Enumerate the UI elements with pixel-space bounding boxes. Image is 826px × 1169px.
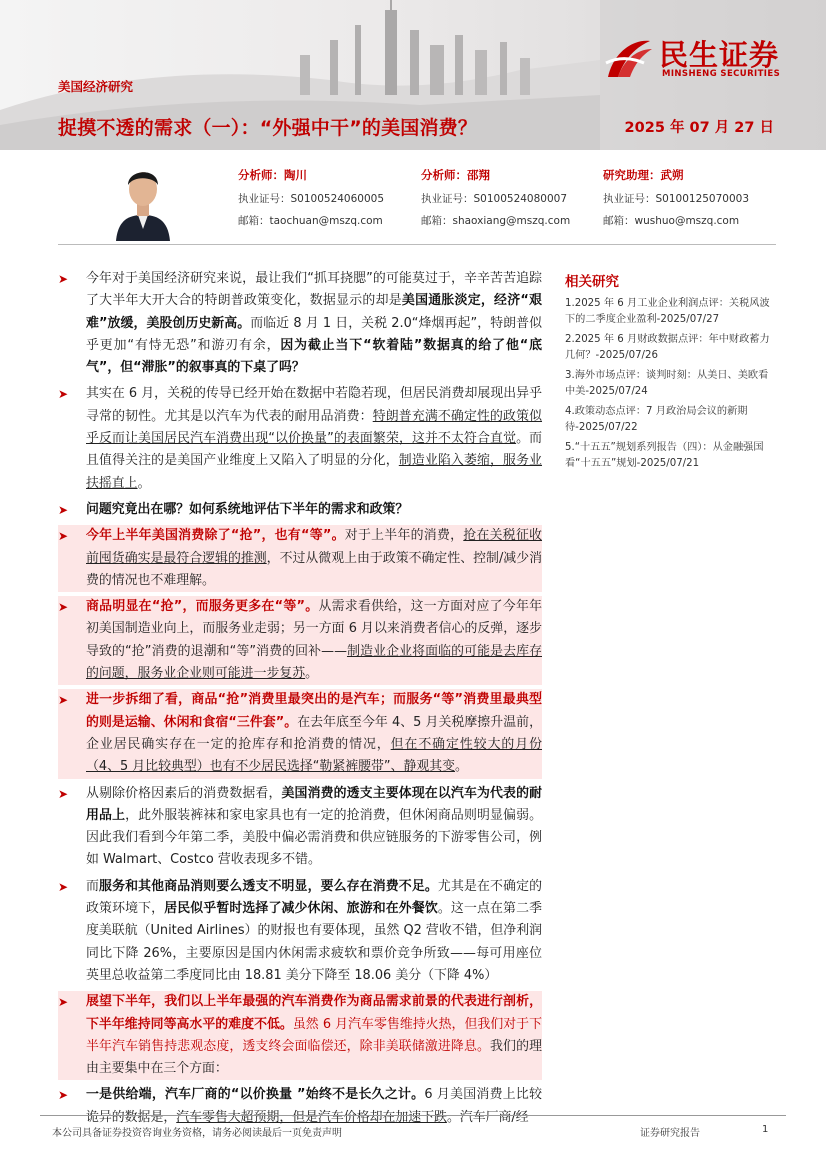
header-banner <box>0 0 826 150</box>
report-body <box>58 268 542 1133</box>
paragraph-9: ➤ 展望下半年，我们以上半年最强的汽车消费作为商品需求前景的代表进行剖析，下半年维持同等高水平的难度不低。虽然 6 月汽车零售维持火热，但我们对于下半年汽车销售持悲观态度，透支终会面临偿还，除非美联储激进降息。我们的理由主要集中在三个方面： <box>58 991 542 1080</box>
analyst-name: 研究助理：武朔 <box>603 168 684 182</box>
analyst-photo <box>110 157 176 241</box>
report-date: 2025 年 07 月 27 日 <box>624 120 774 136</box>
analyst-1 <box>238 167 384 235</box>
arrow-bullet-icon: ➤ <box>58 529 69 544</box>
report-series: 美国经济研究 <box>58 79 134 94</box>
paragraph-7: ➤ 从剔除价格因素后的消费数据看，美国消费的透支主要体现在以汽车为代表的耐用品上，此外服装裤袜和家电家具也有一定的抢消费，但休闲商品则明显偏弱。因此我们看到今年第二季，美股中偏必需消费和供应链服务的下游零售公司，例如 Walmart、Costco 营收表现多不错。 <box>58 783 542 872</box>
paragraph-1: ➤ 今年对于美国经济研究来说，最让我们“抓耳挠腮”的可能莫过于，辛辛苦苦追踪了大半年大开大合的特朗普政策变化，数据显示的却是美国通胀淡定，经济“艰难”放缓，美股创历史新高。而临近 8 月 1 日，关税 2.0“烽烟再起”，特朗普似乎更加“有恃无恐”和游刃有余，因为截止当下“软着陆”数据真的给了他“底气”，但“滞胀”的叙事真的下桌了吗？ <box>58 268 542 379</box>
analyst-cert: 执业证号：S0100524060005 <box>238 193 385 205</box>
analyst-email[interactable]: 邮箱：shaoxiang@mszq.com <box>421 215 571 227</box>
page-number: 1 <box>762 1124 769 1135</box>
footer-report-type: 证券研究报告 <box>640 1128 700 1139</box>
arrow-bullet-icon: ➤ <box>58 387 69 402</box>
related-research-item[interactable]: 2.2025 年 6 月财政数据点评：年中财政蓄力几何？-2025/07/26 <box>565 334 770 361</box>
paragraph-4: ➤ 今年上半年美国消费除了“抢”，也有“等”。对于上半年的消费，抢在关税征收前囤货确实是最符合逻辑的推测，不过从微观上由于政策不确定性、控制/减少消费的情况也不难理解。 <box>58 525 542 592</box>
arrow-bullet-icon: ➤ <box>58 786 69 801</box>
analyst-email[interactable]: 邮箱：taochuan@mszq.com <box>238 215 383 227</box>
arrow-bullet-icon: ➤ <box>58 600 69 615</box>
arrow-bullet-icon: ➤ <box>58 1088 69 1103</box>
analyst-cert: 执业证号：S0100125070003 <box>603 193 750 205</box>
paragraph-3: ➤ 问题究竟出在哪？如何系统地评估下半年的需求和政策？ <box>58 499 542 521</box>
related-research <box>565 270 775 476</box>
paragraph-5: ➤ 商品明显在“抢”，而服务更多在“等”。从需求看供给，这一方面对应了今年年初美国制造业向上，而服务业走弱；另一方面 6 月以来消费者信心的反弹，逐步导致的“抢”消费的退潮和“等”消费的回补——制造业企业将面临的可能是去库存的问题，服务业企业则可能进一步复苏。 <box>58 596 542 685</box>
related-research-item[interactable]: 3.海外市场点评：谈判时刻：从美日、美欧看中美-2025/07/24 <box>565 370 769 397</box>
paragraph-10: ➤ 一是供给端，汽车厂商的“以价换量 ”始终不是长久之计。6 月美国消费上比较诡异的数据是，汽车零售大超预期，但是汽车价格却在加速下跌。汽车厂商/经 <box>58 1084 542 1129</box>
paragraph-2: ➤ 其实在 6 月，关税的传导已经开始在数据中若隐若现，但居民消费却展现出异乎寻常的韧性。尤其是以汽车为代表的耐用品消费：特朗普充满不确定性的政策似乎反而让美国居民汽车消费出现“以价换量”的表面繁荣，这并不太符合直觉。而且值得关注的是美国产业维度上又陷入了明显的分化，制造业陷入萎缩，服务业扶摇直上。 <box>58 383 542 494</box>
arrow-bullet-icon: ➤ <box>58 995 69 1010</box>
arrow-bullet-icon: ➤ <box>58 693 69 708</box>
related-research-item[interactable]: 5.“十五五”规划系列报告（四）：从金融强国看“十五五”规划-2025/07/21 <box>565 442 764 469</box>
paragraph-6: ➤ 进一步拆细了看，商品“抢”消费里最突出的是汽车；而服务“等”消费里最典型的则是运输、休闲和食宿“三件套”。在去年底至今年 4、5 月关税摩擦升温前，企业居民确实存在一定的抢库存和抢消费的情况，但在不确定性较大的月份（4、5 月比较典型）也有不少居民选择“勒紧裤腰带”、静观其变。 <box>58 689 542 778</box>
arrow-bullet-icon: ➤ <box>58 502 69 517</box>
arrow-bullet-icon: ➤ <box>58 879 69 894</box>
footer-disclaimer: 本公司具备证券投资咨询业务资格，请务必阅读最后一页免责声明 <box>52 1128 342 1139</box>
analyst-email[interactable]: 邮箱：wushuo@mszq.com <box>603 215 740 227</box>
related-research-title: 相关研究 <box>565 274 619 290</box>
company-logo <box>604 33 804 83</box>
analyst-2 <box>421 167 570 235</box>
analyst-name: 分析师：邵翔 <box>421 168 490 182</box>
paragraph-8: ➤ 而服务和其他商品消则要么透支不明显，要么存在消费不足。尤其是在不确定的政策环境下，居民似乎暂时选择了减少休闲、旅游和在外餐饮。这一点在第二季度美联航（United Airlines）的财报也有要体现，虽然 Q2 营收不错，但净利润同比下降 26%，主要原因是国内休闲需求疲软和票价竞争所致——每可用座位英里总收益第二季度同比由 18.81 美分下降至 18.06 美分（下降 4%） <box>58 876 542 987</box>
related-research-item[interactable]: 4.政策动态点评：7 月政治局会议的新期待-2025/07/22 <box>565 406 748 433</box>
logo-text-en: MINSHENG SECURITIES <box>662 69 781 79</box>
arrow-bullet-icon: ➤ <box>58 272 69 286</box>
related-research-item[interactable]: 1.2025 年 6 月工业企业利润点评：关税风波下的二季度企业盈利-2025/07/27 <box>565 298 770 325</box>
report-title: 捉摸不透的需求（一）：“外强中干”的美国消费？ <box>58 117 478 139</box>
analyst-cert: 执业证号：S0100524080007 <box>421 193 568 205</box>
footer-divider <box>40 1115 786 1116</box>
minsheng-logo-icon <box>604 33 654 83</box>
analyst-3 <box>603 167 749 235</box>
analyst-name: 分析师：陶川 <box>238 168 307 182</box>
header-divider <box>58 244 776 245</box>
logo-text-cn: 民生证券 <box>659 38 780 72</box>
